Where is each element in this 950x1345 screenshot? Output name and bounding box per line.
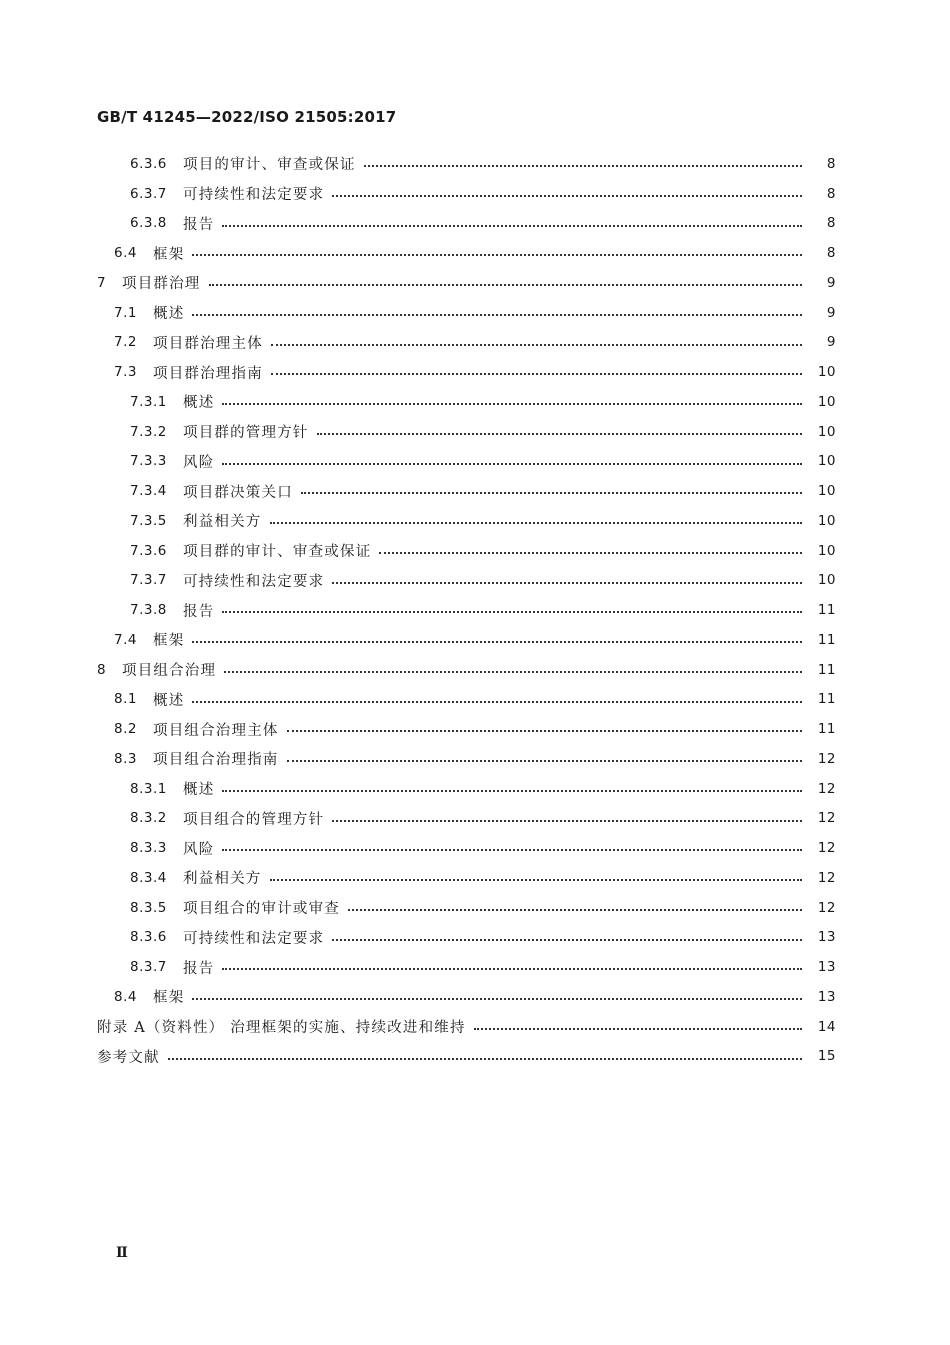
- toc-entry[interactable]: [0, 357, 950, 387]
- toc-dot-leader: [188, 238, 806, 268]
- toc-section-number: 8.3.2: [130, 810, 167, 827]
- toc-page-number: 10: [817, 542, 836, 559]
- toc-dot-leader: [188, 625, 806, 655]
- toc-page-number: 12: [817, 780, 836, 797]
- toc-entry[interactable]: [0, 804, 950, 834]
- toc-dot-leader: [470, 1012, 806, 1042]
- toc-section-number: 7.3.2: [130, 423, 167, 440]
- toc-entry[interactable]: [0, 774, 950, 804]
- toc-entry[interactable]: [0, 476, 950, 506]
- toc-section-number: 6.3.8: [130, 215, 167, 232]
- toc-page-number: 10: [817, 512, 836, 529]
- toc-dot-leader: [164, 1042, 806, 1072]
- toc-entry[interactable]: [0, 506, 950, 536]
- toc-page-number: 8: [826, 185, 836, 202]
- toc-entry[interactable]: [0, 209, 950, 239]
- toc-dot-leader: [220, 655, 806, 685]
- toc-section-number: 8.3.1: [130, 780, 167, 797]
- toc-page-number: 11: [817, 631, 836, 648]
- toc-section-title: 项目群治理指南: [153, 365, 263, 382]
- toc-dot-leader: [188, 982, 806, 1012]
- toc-entry[interactable]: [0, 744, 950, 774]
- toc-dot-leader: [218, 774, 806, 804]
- toc-section-title: 框架: [153, 246, 185, 263]
- toc-section-title: 可持续性和法定要求: [183, 187, 325, 204]
- toc-page-number: 11: [817, 602, 836, 619]
- toc-entry[interactable]: [0, 685, 950, 715]
- toc-section-title: 项目组合治理指南: [153, 752, 279, 769]
- toc-entry[interactable]: [0, 417, 950, 447]
- toc-entry[interactable]: [0, 149, 950, 179]
- toc-dot-leader: [267, 357, 806, 387]
- toc-section-title: 报告: [183, 216, 215, 233]
- toc-dot-leader: [328, 179, 806, 209]
- toc-page-number: 8: [826, 215, 836, 232]
- toc-section-title: 概述: [153, 692, 185, 709]
- toc-page-number: 12: [817, 750, 836, 767]
- toc-section-number: 7.2: [114, 334, 137, 351]
- toc-dot-leader: [344, 893, 806, 923]
- toc-dot-leader: [266, 863, 807, 893]
- toc-page-number: 13: [817, 929, 836, 946]
- toc-dot-leader: [205, 268, 807, 298]
- toc-dot-leader: [218, 209, 806, 239]
- toc-page-number: 15: [817, 1048, 836, 1065]
- toc-section-title: 项目组合治理: [122, 663, 217, 680]
- toc-entry[interactable]: [0, 1012, 950, 1042]
- toc-section-title: 项目群决策关口: [183, 484, 293, 501]
- toc-entry[interactable]: [0, 1042, 950, 1072]
- toc-dot-leader: [188, 298, 806, 328]
- toc-section-title: 项目群的管理方针: [183, 425, 309, 442]
- toc-section-number: 8.3.5: [130, 899, 167, 916]
- toc-entry[interactable]: [0, 625, 950, 655]
- toc-section-number: 8.3.7: [130, 959, 167, 976]
- toc-entry[interactable]: [0, 566, 950, 596]
- toc-page-number: 10: [817, 423, 836, 440]
- toc-section-number: 7.3.7: [130, 572, 167, 589]
- toc-section-title: 风险: [183, 841, 215, 858]
- toc-section-number: 7.3.6: [130, 542, 167, 559]
- toc-page-number: 11: [817, 661, 836, 678]
- toc-page-number: 9: [826, 304, 836, 321]
- toc-dot-leader: [283, 714, 806, 744]
- toc-section-title: 项目群治理: [122, 276, 201, 293]
- toc-section-title: 可持续性和法定要求: [183, 930, 325, 947]
- toc-entry[interactable]: [0, 179, 950, 209]
- toc-section-title: 参考文献: [97, 1049, 160, 1066]
- toc-page-number: 9: [826, 274, 836, 291]
- toc-dot-leader: [297, 476, 806, 506]
- toc-dot-leader: [360, 149, 806, 179]
- toc-dot-leader: [218, 447, 806, 477]
- toc-entry[interactable]: [0, 833, 950, 863]
- toc-section-number: 8.2: [114, 721, 137, 738]
- document-header: GB/T 41245—2022/ISO 21505:2017: [97, 108, 397, 126]
- toc-section-title: 可持续性和法定要求: [183, 573, 325, 590]
- toc-section-title: 项目组合的审计或审查: [183, 901, 340, 918]
- toc-dot-leader: [218, 952, 806, 982]
- toc-section-number: 8.3.3: [130, 840, 167, 857]
- toc-entry[interactable]: [0, 952, 950, 982]
- toc-section-number: 6.3.6: [130, 155, 167, 172]
- toc-section-title: 附录 A（资料性） 治理框架的实施、持续改进和维持: [97, 1020, 466, 1037]
- toc-section-title: 框架: [153, 990, 185, 1007]
- toc-section-number: 7.3.1: [130, 393, 167, 410]
- toc-section-number: 7.4: [114, 631, 137, 648]
- toc-dot-leader: [267, 328, 806, 358]
- toc-section-title: 报告: [183, 603, 215, 620]
- toc-page-number: 9: [826, 334, 836, 351]
- toc-dot-leader: [283, 744, 806, 774]
- toc-entry[interactable]: [0, 238, 950, 268]
- toc-page-number: 10: [817, 364, 836, 381]
- toc-section-number: 6.4: [114, 245, 137, 262]
- toc-page-number: 14: [817, 1018, 836, 1035]
- toc-entry[interactable]: [0, 863, 950, 893]
- toc-page-number: 12: [817, 869, 836, 886]
- toc-entry[interactable]: [0, 536, 950, 566]
- toc-page-number: 11: [817, 691, 836, 708]
- toc-page-number: 12: [817, 899, 836, 916]
- toc-entry[interactable]: [0, 595, 950, 625]
- toc-entry[interactable]: [0, 982, 950, 1012]
- table-of-contents: [0, 149, 950, 1071]
- toc-section-number: 7.3.5: [130, 512, 167, 529]
- toc-section-number: 8.3.6: [130, 929, 167, 946]
- toc-page-number: 12: [817, 810, 836, 827]
- toc-section-number: 7.3.3: [130, 453, 167, 470]
- toc-section-title: 项目的审计、审查或保证: [183, 157, 356, 174]
- toc-entry[interactable]: [0, 298, 950, 328]
- toc-entry[interactable]: [0, 328, 950, 358]
- toc-section-title: 概述: [183, 395, 215, 412]
- toc-entry[interactable]: [0, 893, 950, 923]
- toc-section-number: 7.3: [114, 364, 137, 381]
- toc-section-title: 报告: [183, 960, 215, 977]
- toc-section-title: 利益相关方: [183, 514, 262, 531]
- toc-dot-leader: [313, 417, 806, 447]
- toc-section-number: 7.3.4: [130, 483, 167, 500]
- toc-page-number: 13: [817, 959, 836, 976]
- toc-section-number: 7.3.8: [130, 602, 167, 619]
- toc-page-number: 8: [826, 155, 836, 172]
- toc-section-title: 概述: [183, 782, 215, 799]
- toc-section-number: 8.3.4: [130, 869, 167, 886]
- toc-entry[interactable]: [0, 447, 950, 477]
- toc-page-number: 10: [817, 393, 836, 410]
- toc-section-number: 7: [97, 274, 107, 291]
- toc-dot-leader: [266, 506, 807, 536]
- toc-section-number: 7.1: [114, 304, 137, 321]
- toc-section-number: 8.1: [114, 691, 137, 708]
- toc-page-number: 12: [817, 840, 836, 857]
- toc-section-title: 项目群的审计、审查或保证: [183, 544, 372, 561]
- toc-section-number: 8.3: [114, 750, 137, 767]
- toc-entry[interactable]: [0, 268, 950, 298]
- toc-section-title: 项目组合治理主体: [153, 722, 279, 739]
- toc-section-title: 利益相关方: [183, 871, 262, 888]
- toc-dot-leader: [218, 833, 806, 863]
- toc-section-title: 项目群治理主体: [153, 335, 263, 352]
- page-number: Ⅱ: [116, 1245, 128, 1261]
- toc-dot-leader: [188, 685, 806, 715]
- toc-page-number: 10: [817, 453, 836, 470]
- toc-section-title: 项目组合的管理方针: [183, 811, 325, 828]
- toc-entry[interactable]: [0, 923, 950, 953]
- toc-section-number: 8.4: [114, 988, 137, 1005]
- toc-page-number: 11: [817, 721, 836, 738]
- toc-dot-leader: [328, 804, 806, 834]
- toc-entry[interactable]: [0, 714, 950, 744]
- toc-entry[interactable]: [0, 387, 950, 417]
- toc-section-number: 8: [97, 661, 107, 678]
- toc-section-title: 风险: [183, 454, 215, 471]
- toc-page-number: 10: [817, 572, 836, 589]
- toc-dot-leader: [328, 566, 806, 596]
- toc-page-number: 13: [817, 988, 836, 1005]
- toc-section-title: 框架: [153, 633, 185, 650]
- toc-section-title: 概述: [153, 306, 185, 323]
- toc-page-number: 10: [817, 483, 836, 500]
- toc-section-number: 6.3.7: [130, 185, 167, 202]
- toc-dot-leader: [328, 923, 806, 953]
- toc-dot-leader: [218, 595, 806, 625]
- toc-entry[interactable]: [0, 655, 950, 685]
- toc-page-number: 8: [826, 245, 836, 262]
- toc-dot-leader: [218, 387, 806, 417]
- toc-dot-leader: [375, 536, 806, 566]
